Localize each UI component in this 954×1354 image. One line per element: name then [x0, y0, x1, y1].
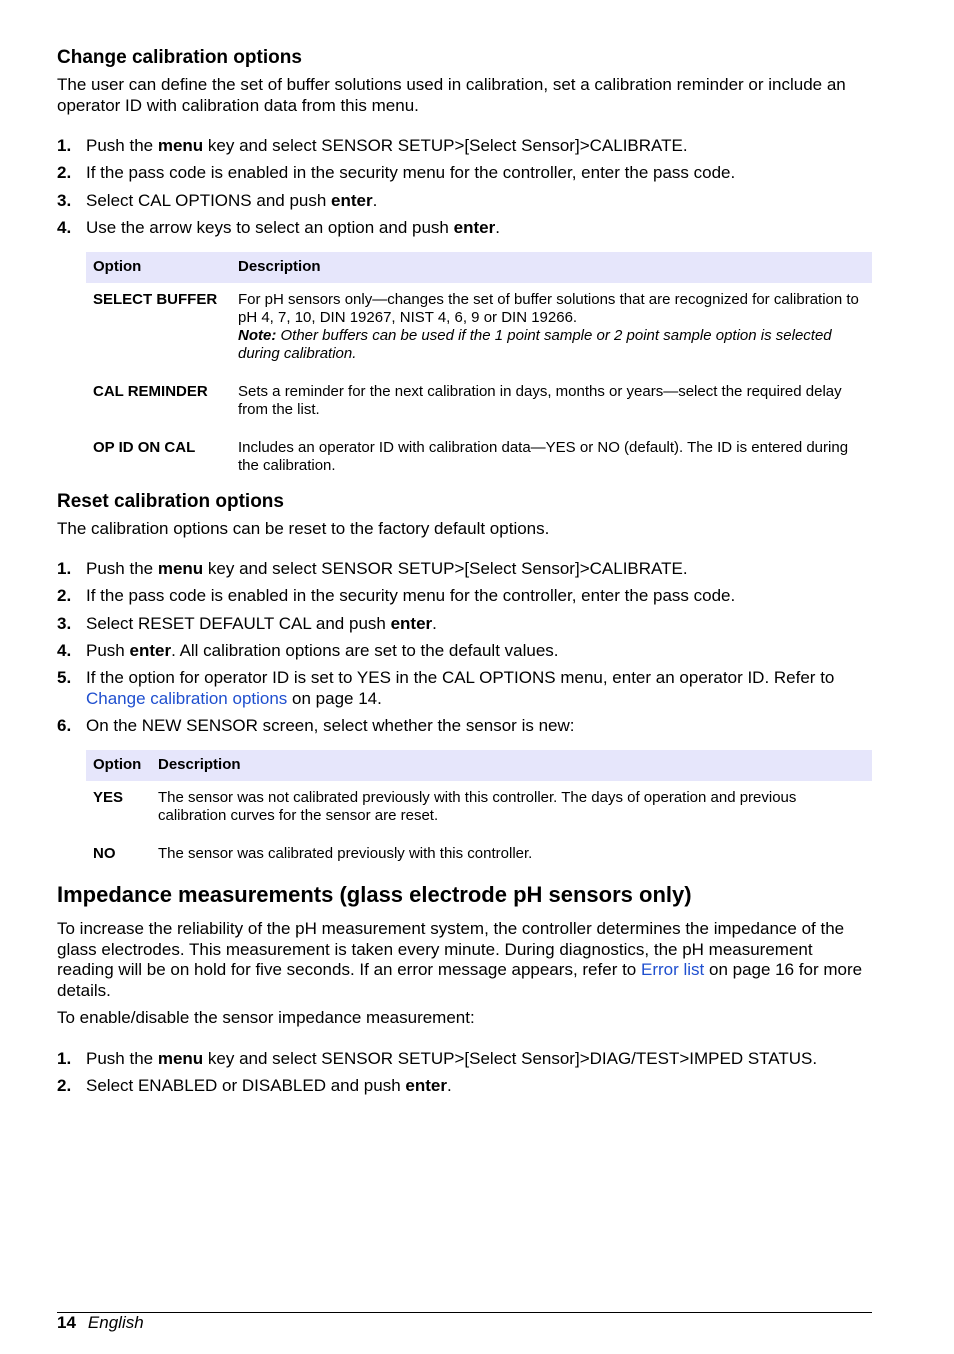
step-number: 1. — [57, 559, 72, 578]
new-sensor-options-table — [86, 750, 872, 871]
section-intro: The calibration options can be reset to the factory default options. — [57, 519, 550, 538]
table-row — [86, 377, 872, 433]
list-item: 6. On the NEW SENSOR screen, select whether the sensor is new: — [57, 715, 575, 735]
steps-list-reset-calibration — [57, 559, 872, 743]
description-cell: The sensor was not calibrated previously with this controller. The days of operation and previous calibration curves for the sensor are reset. — [158, 789, 797, 824]
steps-list-change-calibration — [57, 136, 872, 245]
page-number: 14 — [57, 1313, 76, 1332]
list-item: 3. Select CAL OPTIONS and push enter. — [57, 190, 378, 210]
step-number: 3. — [57, 190, 72, 210]
table-row — [86, 781, 872, 839]
list-item: 4. Use the arrow keys to select an option and push enter. — [57, 217, 500, 237]
table-row — [86, 839, 872, 871]
list-item: 5. If the option for operator ID is set to YES in the CAL OPTIONS menu, enter an operator ID. Refer to Change calibration options on page 14. — [57, 668, 835, 708]
option-cell: SELECT BUFFER — [93, 291, 218, 308]
step-number: 2. — [57, 586, 72, 606]
option-cell: YES — [93, 789, 124, 806]
table-header-row — [86, 750, 872, 781]
section-heading-change-calibration: Change calibration options — [57, 47, 302, 68]
calibration-options-table — [86, 252, 872, 483]
description-cell: The sensor was calibrated previously with this controller. — [158, 845, 533, 862]
step-number: 1. — [57, 1049, 72, 1068]
steps-list-impedance — [57, 1049, 872, 1104]
list-item: 2. If the pass code is enabled in the security menu for the controller, enter the pass code. — [57, 586, 736, 606]
note-text: Other buffers can be used if the 1 point sample or 2 point sample option is selected during calibration. — [238, 327, 832, 362]
impedance-enable-paragraph: To enable/disable the sensor impedance measurement: — [57, 1008, 475, 1027]
error-list-link[interactable]: Error list — [640, 960, 705, 979]
option-cell: NO — [93, 845, 116, 862]
table-header-description: Description — [151, 750, 872, 781]
description-cell: Includes an operator ID with calibration data—YES or NO (default). The ID is entered during the calibration. — [238, 439, 849, 474]
list-item: 3. Select RESET DEFAULT CAL and push enter. — [57, 613, 437, 633]
page-footer — [57, 1312, 872, 1333]
list-item: 4. Push enter. All calibration options are set to the default values. — [57, 640, 559, 660]
description-cell: For pH sensors only—changes the set of buffer solutions that are recognized for calibration to pH 4, 7, 10, DIN 19267, NIST 4, 6, 9 or DIN 19266. Note: Other buffers can be used if the 1 point sample or 2 point sample option is selected during calibration. — [238, 291, 859, 362]
step-number: 2. — [57, 163, 72, 183]
list-item: 1. Push the menu key and select SENSOR SETUP>[Select Sensor]>CALIBRATE. — [57, 136, 688, 155]
table-row — [86, 433, 872, 483]
table-header-option: Option — [86, 252, 231, 283]
step-number: 4. — [57, 640, 72, 660]
table-row — [86, 283, 872, 377]
step-number: 2. — [57, 1076, 72, 1096]
step-number: 3. — [57, 613, 72, 633]
list-item: 1. Push the menu key and select SENSOR SETUP>[Select Sensor]>CALIBRATE. — [57, 559, 688, 578]
list-item: 2. If the pass code is enabled in the security menu for the controller, enter the pass code. — [57, 163, 736, 183]
list-item: 2. Select ENABLED or DISABLED and push enter. — [57, 1076, 452, 1096]
footer-language: English — [87, 1313, 144, 1332]
description-cell: Sets a reminder for the next calibration in days, months or years—select the required delay from the list. — [238, 383, 842, 418]
step-number: 6. — [57, 715, 72, 735]
impedance-paragraph: To increase the reliability of the pH measurement system, the controller determines the impedance of the glass electrodes. This measurement is taken every minute. During diagnostics, the pH measurement reading will be on hold for five seconds. If an error message appears, refer to Error list on page 16 for more details. — [57, 919, 863, 1000]
step-number: 1. — [57, 136, 72, 155]
section-intro: The user can define the set of buffer solutions used in calibration, set a calibration reminder or include an operator ID with calibration data from this menu. — [57, 75, 846, 115]
option-cell: CAL REMINDER — [93, 383, 208, 400]
table-header-description: Description — [231, 252, 872, 283]
step-number: 4. — [57, 217, 72, 237]
option-cell: OP ID ON CAL — [93, 439, 196, 456]
section-heading-impedance: Impedance measurements (glass electrode pH sensors only) — [57, 882, 692, 907]
list-item: 1. Push the menu key and select SENSOR SETUP>[Select Sensor]>DIAG/TEST>IMPED STATUS. — [57, 1049, 818, 1068]
note-label: Note: — [238, 327, 277, 344]
table-header-row — [86, 252, 872, 283]
step-number: 5. — [57, 668, 72, 688]
change-calibration-options-link[interactable]: Change calibration options — [86, 688, 288, 708]
section-heading-reset-calibration: Reset calibration options — [57, 491, 284, 512]
table-header-option: Option — [86, 750, 151, 781]
